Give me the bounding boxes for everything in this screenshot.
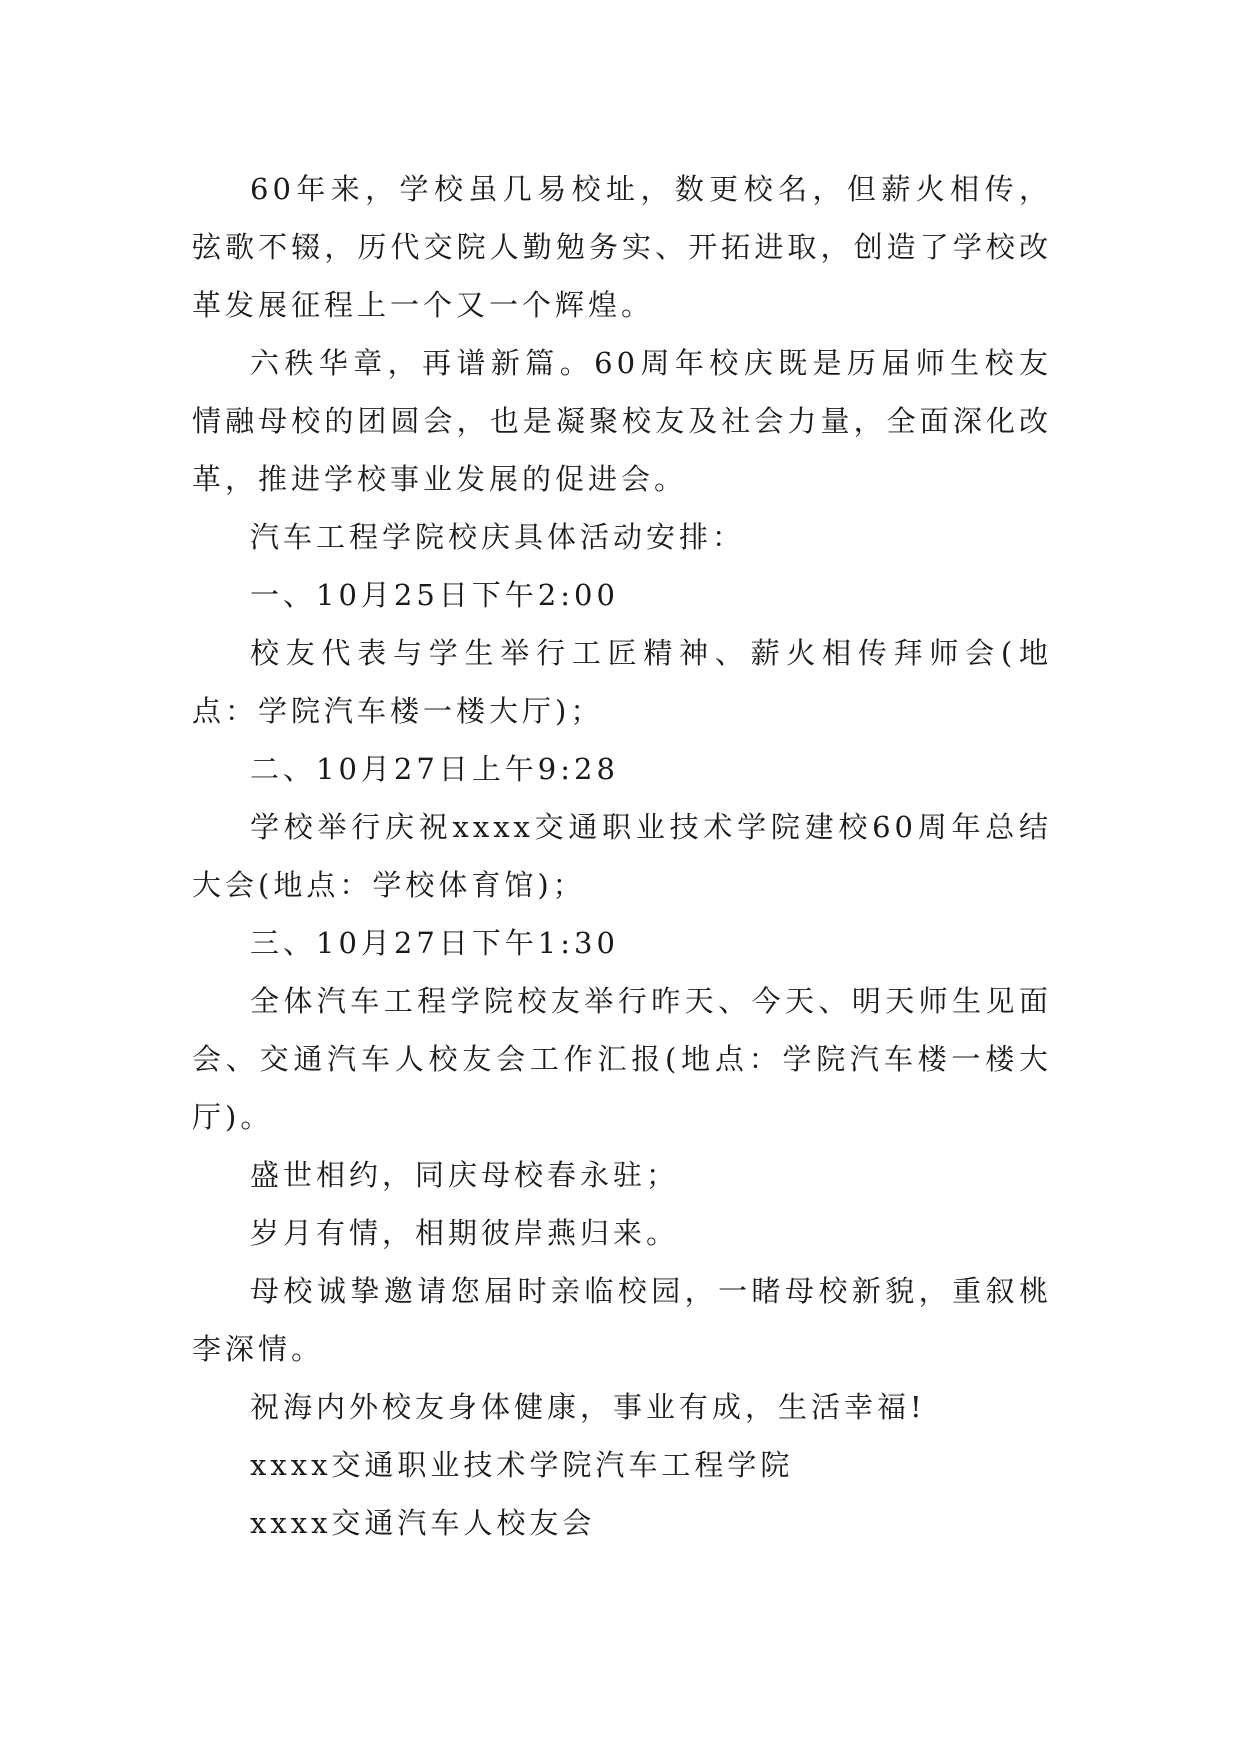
signature-college: xxxx交通职业技术学院汽车工程学院 <box>250 1448 794 1482</box>
paragraph-wishes: 祝海内外校友身体健康，事业有成，生活幸福! <box>250 1390 926 1424</box>
signature-alumni-association: xxxx交通汽车人校友会 <box>250 1506 596 1540</box>
paragraph-invitation: 母校诚挚邀请您届时亲临校园，一睹母校新貌，重叙桃李深情。 <box>192 1274 1052 1366</box>
paragraph-event-2-detail: 学校举行庆祝xxxx交通职业技术学院建校60周年总结大会(地点：学校体育馆)； <box>192 810 1052 902</box>
paragraph-event-3-time: 三、10月27日下午1:30 <box>250 926 619 960</box>
paragraph-couplet-2: 岁月有情，相期彼岸燕归来。 <box>250 1216 680 1250</box>
paragraph-couplet-1: 盛世相约，同庆母校春永驻； <box>250 1158 680 1192</box>
paragraph-history: 60年来，学校虽几易校址，数更校名，但薪火相传，弦歌不辍，历代交院人勤勉务实、开拓进取，创造了学校改革发展征程上一个又一个辉煌。 <box>192 172 1052 322</box>
document-body <box>192 160 1052 1552</box>
paragraph-anniversary: 六秩华章，再谱新篇。60周年校庆既是历届师生校友情融母校的团圆会，也是凝聚校友及社会力量，全面深化改革，推进学校事业发展的促进会。 <box>192 346 1052 496</box>
paragraph-schedule-heading: 汽车工程学院校庆具体活动安排： <box>250 520 746 554</box>
paragraph-event-3-detail: 全体汽车工程学院校友举行昨天、今天、明天师生见面会、交通汽车人校友会工作汇报(地点：学院汽车楼一楼大厅)。 <box>192 984 1052 1134</box>
paragraph-event-1-detail: 校友代表与学生举行工匠精神、薪火相传拜师会(地点：学院汽车楼一楼大厅)； <box>192 636 1052 728</box>
paragraph-event-2-time: 二、10月27日上午9:28 <box>250 752 619 786</box>
paragraph-event-1-time: 一、10月25日下午2:00 <box>250 578 619 612</box>
